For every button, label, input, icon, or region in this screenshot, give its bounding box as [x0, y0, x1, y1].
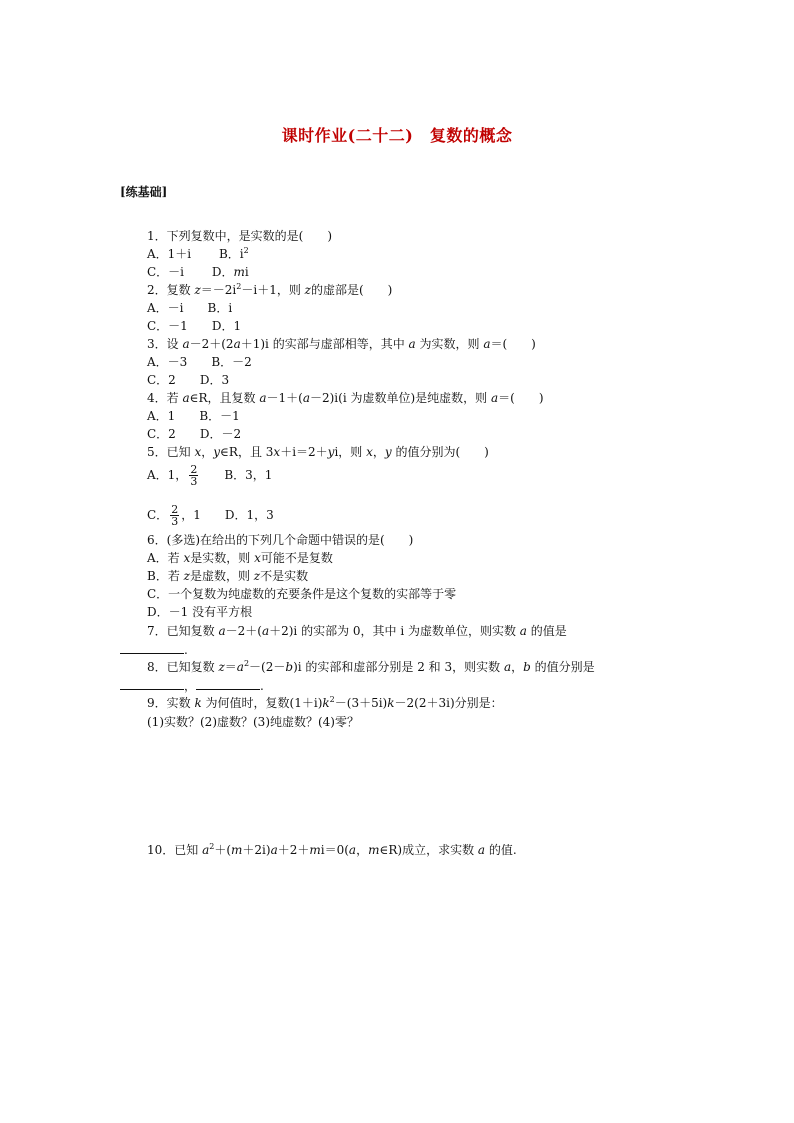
question-6-option-b: B．若 z是虚数，则 z不是实数 [147, 569, 309, 583]
question-8-answer-line: ， . [120, 677, 264, 694]
question-5-options-ab [147, 463, 272, 487]
question-6-option-a: A．若 x是实数，则 x可能不是复数 [147, 551, 333, 565]
option-d: D．1，3 [224, 508, 274, 522]
question-2-options-cd [147, 318, 241, 334]
option-a: A．1， $\frac{2}{3}$ [147, 463, 198, 488]
option-a: A．1＋i [147, 247, 192, 261]
question-9-stem: 9．实数 k 为何值时，复数$(1+i)k^2-(3+5i)k-2(2+3i)$分别是： [147, 695, 503, 710]
option-c: C．－1 [147, 319, 188, 333]
question-3-stem: 3．设 a－2＋(2a＋1)i 的实部与虚部相等，其中 a 为实数，则 a＝( ) [147, 337, 536, 351]
question-10-stem: 10．已知 $a^2+(m+2i)a+2+mi=0(a$，m∈R)成立，求实数 a 的值. [147, 842, 517, 857]
question-1-options-ab [147, 246, 249, 262]
option-b: B．$i^2$ [218, 246, 249, 261]
option-d: D．3 [199, 373, 230, 387]
page-title: 课时作业(二十二) 复数的概念 [281, 126, 513, 145]
option-b: B．－1 [199, 409, 240, 423]
question-1-options-cd [147, 264, 249, 280]
answer-blank-a[interactable] [120, 677, 184, 690]
option-d: D．1 [211, 319, 242, 333]
section-label: [练基础] [120, 185, 168, 199]
question-3-options-ab [147, 354, 252, 370]
answer-blank[interactable] [120, 641, 184, 654]
question-9-subquestions: (1)实数？(2)虚数？(3)纯虚数？(4)零？ [147, 715, 359, 729]
fraction: $\frac{2}{3}$ [171, 503, 179, 528]
question-4-options-ab [147, 408, 240, 424]
question-3-options-cd [147, 372, 229, 388]
fraction: $\frac{2}{3}$ [190, 463, 198, 488]
option-c: C．2 [147, 373, 176, 387]
question-6-option-d: D．－1 没有平方根 [147, 605, 253, 619]
question-8-stem: 8．已知复数 $z=a^2-(2-b)i$ 的实部和虚部分别是 2 和 3，则实数 a，b 的值分别是 [147, 659, 595, 674]
option-c: C． $\frac{2}{3}$ ，1 [147, 503, 201, 528]
question-4-stem: 4．若 a∈R，且复数 a－1＋(a－2)i(i 为虚数单位)是纯虚数，则 a＝( ) [147, 391, 544, 405]
option-c: C．2 [147, 427, 176, 441]
answer-blank-b[interactable] [196, 677, 260, 690]
question-1-stem: 1．下列复数中，是实数的是( ) [147, 229, 332, 243]
option-c: C．－i [147, 265, 185, 279]
option-d: D．mi [211, 265, 249, 279]
question-6-stem: 6．(多选)在给出的下列几个命题中错误的是( ) [147, 533, 414, 547]
question-6-option-c: C．一个复数为纯虚数的充要条件是这个复数的实部等于零 [147, 587, 457, 601]
option-b: B．i [207, 301, 233, 315]
question-5-stem: 5．已知 x，y∈R，且 3x＋i＝2＋yi，则 x，y 的值分别为( ) [147, 445, 489, 459]
question-7-stem: 7．已知复数 a－2＋(a＋2)i 的实部为 0，其中 i 为虚数单位，则实数 a 的值是 [147, 624, 567, 638]
option-a: A．1 [147, 409, 176, 423]
question-4-options-cd [147, 426, 241, 442]
question-7-answer-line: . [120, 641, 188, 658]
option-a: A．－3 [147, 355, 188, 369]
question-2-options-ab [147, 300, 232, 316]
option-b: B．3，1 [224, 468, 273, 482]
option-a: A．－i [147, 301, 184, 315]
question-5-options-cd [147, 503, 274, 527]
option-d: D．－2 [199, 427, 242, 441]
question-2-stem: 2．复数 $z=-2i^2-i+1$，则 z的虚部是( ) [147, 282, 393, 297]
option-b: B．－2 [211, 355, 252, 369]
